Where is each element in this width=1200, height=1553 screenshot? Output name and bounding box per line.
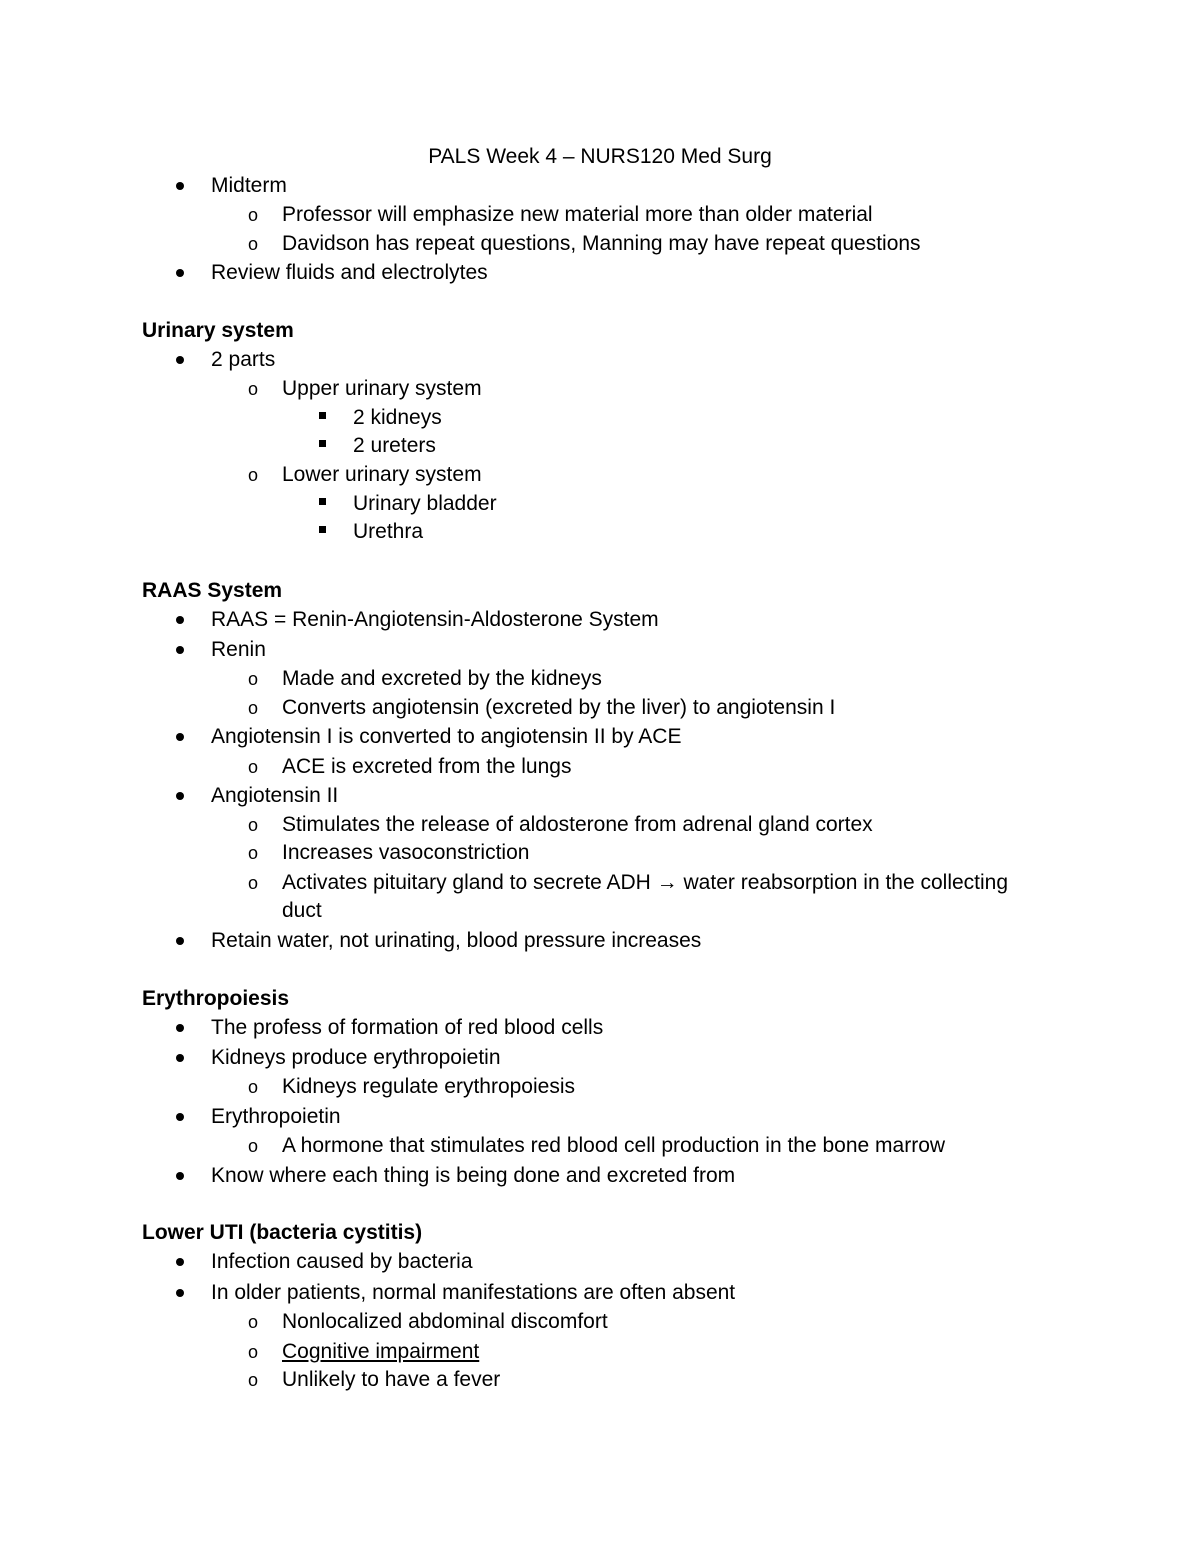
list-item: 2 kidneys — [353, 406, 442, 429]
list-item: Urethra — [353, 520, 424, 543]
bullet-circle: o — [248, 1342, 259, 1362]
page-title: PALS Week 4 – NURS120 Med Surg — [428, 145, 772, 168]
bullet-circle: o — [248, 698, 259, 718]
bullet-circle: o — [248, 757, 259, 777]
list-item: 2 parts — [211, 348, 276, 371]
bullet-dot — [176, 269, 184, 277]
list-item: The profess of formation of red blood cells — [211, 1016, 604, 1039]
list-item: Made and excreted by the kidneys — [282, 667, 602, 690]
bullet-circle: o — [248, 379, 259, 399]
list-item: Cognitive impairment — [282, 1340, 480, 1363]
bullet-circle: o — [248, 234, 259, 254]
list-item: In older patients, normal manifestations are often absent — [211, 1281, 736, 1304]
bullet-dot — [176, 1054, 184, 1062]
section-heading: RAAS System — [142, 579, 283, 602]
bullet-circle: o — [248, 843, 259, 863]
section-heading: Urinary system — [142, 319, 294, 342]
bullet-dot — [176, 733, 184, 741]
bullet-dot — [176, 937, 184, 945]
list-item: Davidson has repeat questions, Manning may have repeat questions — [282, 232, 921, 255]
list-item: Stimulates the release of aldosterone from adrenal gland cortex — [282, 813, 873, 836]
list-item: Review fluids and electrolytes — [211, 261, 488, 284]
bullet-dot — [176, 356, 184, 364]
list-item: Angiotensin I is converted to angiotensin II by ACE — [211, 725, 682, 748]
list-item-continuation: duct — [282, 899, 322, 922]
list-item: Increases vasoconstriction — [282, 841, 530, 864]
list-item: Erythropoietin — [211, 1105, 341, 1128]
bullet-circle: o — [248, 873, 259, 893]
bullet-circle: o — [248, 465, 259, 485]
list-item: Activates pituitary gland to secrete ADH → water reabsorption in the collecting — [282, 871, 1009, 894]
list-item: A hormone that stimulates red blood cell production in the bone marrow — [282, 1134, 946, 1157]
bullet-circle: o — [248, 205, 259, 225]
list-item: Nonlocalized abdominal discomfort — [282, 1310, 608, 1333]
bullet-circle: o — [248, 815, 259, 835]
bullet-square — [319, 440, 326, 447]
list-item: Midterm — [211, 174, 287, 197]
bullet-circle: o — [248, 669, 259, 689]
bullet-dot — [176, 1172, 184, 1180]
list-item: ACE is excreted from the lungs — [282, 755, 572, 778]
bullet-circle: o — [248, 1312, 259, 1332]
bullet-dot — [176, 182, 184, 190]
list-item: Lower urinary system — [282, 463, 482, 486]
bullet-square — [319, 412, 326, 419]
list-item: Professor will emphasize new material more than older material — [282, 203, 873, 226]
list-item: RAAS = Renin-Angiotensin-Aldosterone System — [211, 608, 659, 631]
bullet-dot — [176, 1289, 184, 1297]
bullet-dot — [176, 1024, 184, 1032]
bullet-circle: o — [248, 1136, 259, 1156]
list-item: Upper urinary system — [282, 377, 482, 400]
section-heading: Erythropoiesis — [142, 987, 290, 1010]
list-item: Kidneys regulate erythropoiesis — [282, 1075, 575, 1098]
bullet-circle: o — [248, 1370, 259, 1390]
list-item: Renin — [211, 638, 266, 661]
list-item: Know where each thing is being done and excreted from — [211, 1164, 736, 1187]
bullet-circle: o — [248, 1077, 259, 1097]
list-item: Urinary bladder — [353, 492, 497, 515]
list-item: Retain water, not urinating, blood pressure increases — [211, 929, 702, 952]
list-item: Angiotensin II — [211, 784, 339, 807]
list-item: Converts angiotensin (excreted by the liver) to angiotensin I — [282, 696, 836, 719]
list-item: Kidneys produce erythropoietin — [211, 1046, 501, 1069]
bullet-dot — [176, 1113, 184, 1121]
bullet-dot — [176, 792, 184, 800]
section-heading: Lower UTI (bacteria cystitis) — [142, 1221, 423, 1244]
bullet-square — [319, 498, 326, 505]
list-item: Infection caused by bacteria — [211, 1250, 473, 1273]
bullet-dot — [176, 616, 184, 624]
bullet-dot — [176, 646, 184, 654]
bullet-dot — [176, 1258, 184, 1266]
bullet-square — [319, 526, 326, 533]
list-item: 2 ureters — [353, 434, 436, 457]
list-item: Unlikely to have a fever — [282, 1368, 501, 1391]
